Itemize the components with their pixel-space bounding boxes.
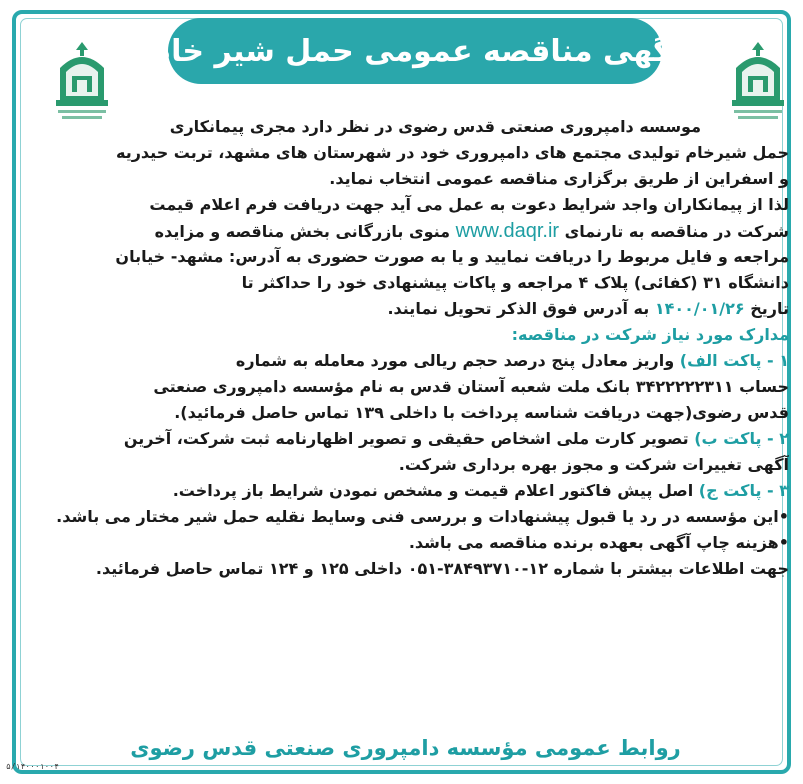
item-2-line: آگهی تغییرات شرکت و مجوز بهره برداری شرکت.	[398, 455, 789, 474]
body-line: مراجعه و فایل مربوط را دریافت نمایید و یا به صورت حضوری به آدرس: مشهد- خیابان	[115, 247, 789, 266]
item-1-text: واریز معادل پنج درصد حجم ریالی مورد معامله به شماره	[235, 351, 675, 370]
bullet-line: •هزینه چاپ آگهی بعهده برنده مناقصه می باشد.	[408, 533, 789, 552]
body-line: دانشگاه ۳۱ (کفائی) پلاک ۴ مراجعه و پاکات پیشنهادی خود را حداکثر تا	[241, 273, 789, 292]
bullet-line: •این مؤسسه در رد یا قبول پیشنهادات و بررسی فنی وسایط نقلیه حمل شیر مختار می باشد.	[56, 507, 789, 526]
item-2-text: تصویر کارت ملی اشخاص حقیقی و تصویر اظهارنامه ثبت شرکت، آخرین	[123, 429, 689, 448]
body-line: لذا از پیمانکاران واجد شرایط دعوت به عمل می آید جهت دریافت فرم اعلام قیمت	[149, 195, 789, 214]
item-2-label: ۲ - پاکت ب)	[694, 429, 789, 448]
requirements-heading: مدارک مورد نیاز شرکت در مناقصه:	[511, 325, 789, 344]
body-line: حمل شیرخام تولیدی مجتمع های دامپروری خود در شهرستان های مشهد، تربت حیدریه	[116, 143, 789, 162]
item-3-line	[46, 478, 789, 504]
notice-body	[46, 114, 789, 582]
item-3-label: ۳ - پاکت ج)	[698, 481, 789, 500]
body-text: به آدرس فوق الذکر تحویل نمایند.	[387, 299, 650, 318]
notice-frame	[12, 10, 791, 774]
item-1-line: حساب ۳۴۲۲۲۲۲۳۱۱ بانک ملت شعبه آستان قدس به نام مؤسسه دامپروری صنعتی	[153, 377, 789, 396]
body-line	[46, 296, 789, 322]
item-1-line: قدس رضوی(جهت دریافت شناسه پرداخت با داخلی ۱۳۹ تماس حاصل فرمائید).	[174, 403, 789, 422]
body-text: تاریخ	[750, 299, 789, 318]
ad-code: ۵/۱۴۰۰۰۱۰۰۴	[6, 762, 59, 771]
contact-line: جهت اطلاعات بیشتر با شماره ۱۲-۳۸۴۹۳۷۱۰-۰۵۱ داخلی ۱۲۵ و ۱۲۴ تماس حاصل فرمائید.	[95, 559, 789, 578]
notice-title	[121, 18, 709, 84]
deadline-date: ۱۴۰۰/۰۱/۲۶	[654, 299, 745, 318]
body-line: موسسه دامپروری صنعتی قدس رضوی در نظر دارد مجری پیمانکاری	[169, 117, 701, 136]
website-link[interactable]: www.daqr.ir	[455, 220, 560, 242]
signature: روابط عمومی مؤسسه دامپروری صنعتی قدس رضوی	[130, 736, 681, 760]
body-text: منوی بازرگانی بخش مناقصه و مزایده	[154, 222, 451, 241]
body-text: شرکت در مناقصه به تارنمای	[564, 222, 789, 241]
item-3-text: اصل پیش فاکتور اعلام قیمت و مشخص نمودن شرایط باز پرداخت.	[172, 481, 694, 500]
item-1-line	[46, 348, 789, 374]
item-2-line	[46, 426, 789, 452]
item-1-label: ۱ - پاکت الف)	[679, 351, 789, 370]
body-line	[46, 218, 789, 244]
notice-title-text: ((آگهی مناقصه عمومی حمل شیر خام))	[121, 33, 709, 69]
body-line: و اسفراین از طریق برگزاری مناقصه عمومی انتخاب نماید.	[329, 169, 789, 188]
